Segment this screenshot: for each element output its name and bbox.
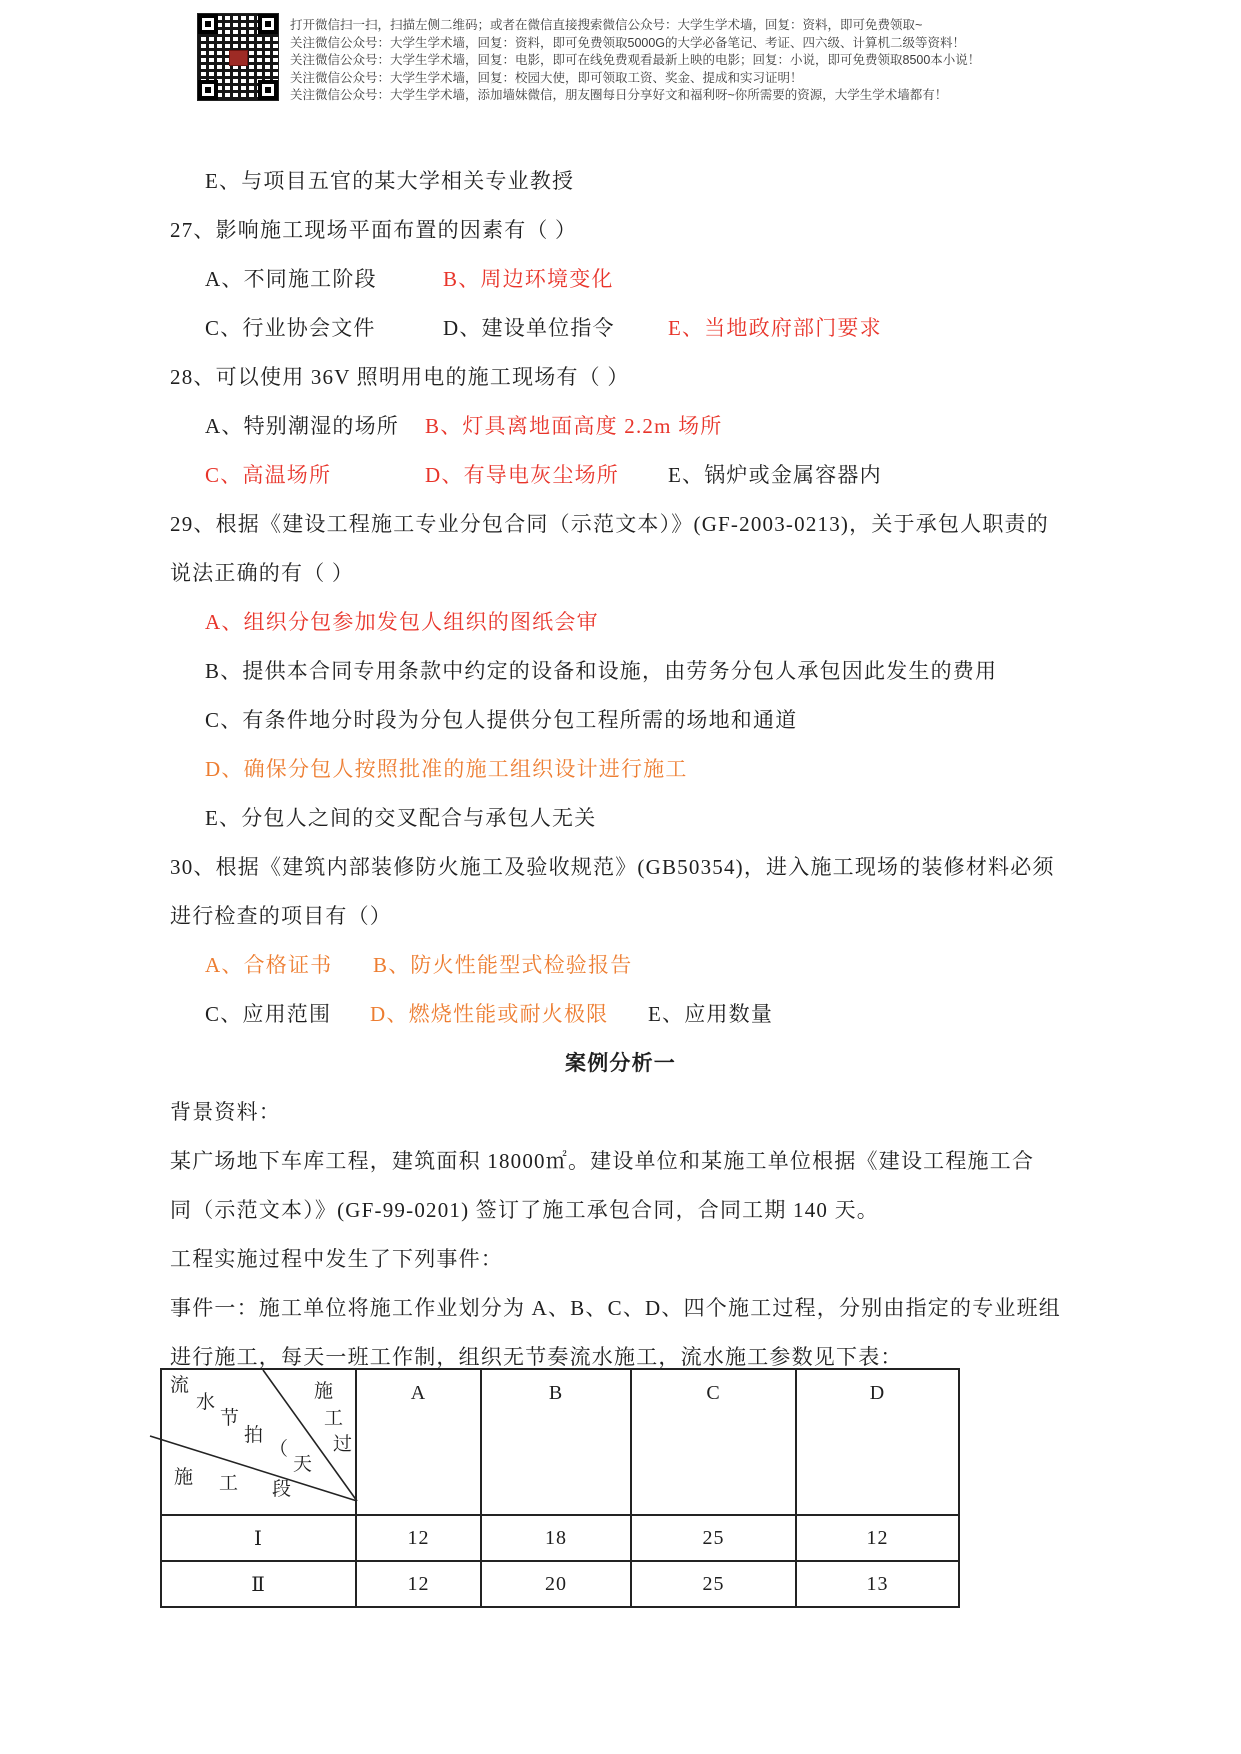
table-cell: 25 bbox=[631, 1515, 796, 1561]
option-text: D、建设单位指令 bbox=[443, 316, 615, 340]
text-line bbox=[0, 552, 1241, 601]
text-line bbox=[0, 503, 1241, 552]
promo-line: 关注微信公众号：大学生学术墙，回复：电影，即可在线免费观看最新上映的电影；回复：小说，即可免费领取8500本小说！ bbox=[290, 53, 981, 67]
table-row bbox=[161, 1561, 959, 1607]
paragraph-text: 同（示范文本）》(GF-99-0201) 签订了施工承包合同，合同工期 140 天。 bbox=[170, 1198, 879, 1222]
column-header: A bbox=[356, 1369, 481, 1515]
paragraph-text: 事件一：施工单位将施工作业划分为 A、B、C、D、四个施工过程，分别由指定的专业班组 bbox=[170, 1296, 1061, 1320]
table-cell: 12 bbox=[796, 1515, 959, 1561]
paragraph-text: 工程实施过程中发生了下列事件： bbox=[170, 1247, 503, 1271]
text-line bbox=[0, 454, 1241, 503]
table-header-row bbox=[161, 1369, 959, 1515]
text-line bbox=[0, 699, 1241, 748]
qr-finder-icon bbox=[258, 80, 278, 100]
table-cell: 12 bbox=[356, 1561, 481, 1607]
row-label: Ⅰ bbox=[161, 1515, 356, 1561]
question-text: 28、可以使用 36V 照明用电的施工现场有（ ） bbox=[170, 365, 630, 389]
question-text: 进行检查的项目有（） bbox=[170, 904, 392, 928]
option-text-answer: D、确保分包人按照批准的施工组织设计进行施工 bbox=[205, 757, 688, 781]
option-text-answer: E、当地政府部门要求 bbox=[668, 316, 882, 340]
text-line bbox=[0, 160, 1241, 209]
option-text: C、应用范围 bbox=[205, 1002, 332, 1026]
text-line bbox=[0, 1140, 1241, 1189]
corner-label-char: 拍 bbox=[244, 1425, 264, 1446]
corner-label-char: 天 bbox=[293, 1454, 313, 1475]
text-line bbox=[0, 748, 1241, 797]
table-cell: 18 bbox=[481, 1515, 631, 1561]
table-cell: 13 bbox=[796, 1561, 959, 1607]
qr-center-logo-icon bbox=[229, 50, 248, 66]
corner-label-char: 水 bbox=[196, 1392, 216, 1413]
promo-line: 打开微信扫一扫，扫描左侧二维码；或者在微信直接搜索微信公众号：大学生学术墙，回复：资料，即可免费领取~ bbox=[290, 18, 923, 32]
paragraph-text: 某广场地下车库工程，建筑面积 18000㎡。建设单位和某施工单位根据《建设工程施工合 bbox=[170, 1149, 1035, 1173]
text-line bbox=[0, 258, 1241, 307]
column-header: D bbox=[796, 1369, 959, 1515]
option-text: C、有条件地分时段为分包人提供分包工程所需的场地和通道 bbox=[205, 708, 798, 732]
option-text: E、分包人之间的交叉配合与承包人无关 bbox=[205, 806, 597, 830]
corner-label-char: 工 bbox=[324, 1408, 344, 1429]
text-line bbox=[0, 601, 1241, 650]
section-title: 案例分析一 bbox=[565, 1051, 676, 1075]
diagonal-header-cell bbox=[161, 1369, 356, 1515]
promo-line: 关注微信公众号：大学生学术墙，回复：校园大使，即可领取工资、奖金、提成和实习证明！ bbox=[290, 70, 803, 85]
option-text-answer: A、组织分包参加发包人组织的图纸会审 bbox=[205, 610, 599, 634]
column-header: C bbox=[631, 1369, 796, 1515]
column-header: B bbox=[481, 1369, 631, 1515]
corner-label-char: 段 bbox=[272, 1479, 292, 1500]
option-text-answer: B、防火性能型式检验报告 bbox=[373, 953, 633, 977]
corner-label-char: 过 bbox=[333, 1434, 353, 1455]
option-text-answer: C、高温场所 bbox=[205, 463, 332, 487]
question-text: 27、影响施工现场平面布置的因素有（ ） bbox=[170, 218, 578, 242]
wechat-qr-code-icon bbox=[198, 14, 278, 100]
promo-line: 关注微信公众号：大学生学术墙，添加墙妹微信，朋友圈每日分享好文和福利呀~你所需要的资源，大学生学术墙都有！ bbox=[290, 88, 948, 102]
text-line bbox=[0, 797, 1241, 846]
corner-label-char: 施 bbox=[174, 1467, 194, 1488]
option-text-answer: B、灯具离地面高度 2.2m 场所 bbox=[425, 414, 723, 438]
qr-finder-icon bbox=[198, 80, 218, 100]
question-text: 29、根据《建设工程施工专业分包合同（示范文本）》(GF-2003-0213)，关于承包人职责的 bbox=[170, 512, 1049, 536]
promo-line: 关注微信公众号：大学生学术墙，回复：资料，即可免费领取5000G的大学必备笔记、考证、四六级、计算机二级等资料！ bbox=[290, 35, 966, 50]
text-line bbox=[0, 209, 1241, 258]
qr-finder-icon bbox=[258, 14, 278, 34]
table-cell: 25 bbox=[631, 1561, 796, 1607]
option-text: E、应用数量 bbox=[648, 1002, 774, 1026]
text-line bbox=[0, 944, 1241, 993]
corner-label-char: （ bbox=[269, 1439, 289, 1460]
option-text: E、与项目五官的某大学相关专业教授 bbox=[205, 169, 575, 193]
paragraph-text: 背景资料： bbox=[170, 1100, 281, 1124]
option-text-answer: D、燃烧性能或耐火极限 bbox=[370, 1002, 609, 1026]
promo-text-block bbox=[290, 14, 980, 105]
table-cell: 20 bbox=[481, 1561, 631, 1607]
option-text: A、不同施工阶段 bbox=[205, 267, 377, 291]
question-text: 说法正确的有（ ） bbox=[170, 561, 355, 585]
text-line bbox=[0, 1042, 1241, 1091]
text-line bbox=[0, 846, 1241, 895]
table-cell: 12 bbox=[356, 1515, 481, 1561]
flow-parameters-table bbox=[160, 1368, 960, 1608]
option-text: B、提供本合同专用条款中约定的设备和设施，由劳务分包人承包因此发生的费用 bbox=[205, 659, 998, 683]
question-text: 30、根据《建筑内部装修防火施工及验收规范》(GB50354)，进入施工现场的装修材料必须 bbox=[170, 855, 1055, 879]
qr-finder-icon bbox=[198, 14, 218, 34]
table-row bbox=[161, 1515, 959, 1561]
option-text-answer: A、合格证书 bbox=[205, 953, 333, 977]
text-line bbox=[0, 1287, 1241, 1336]
text-line bbox=[0, 1091, 1241, 1140]
text-line bbox=[0, 356, 1241, 405]
corner-label-char: 施 bbox=[314, 1381, 334, 1402]
option-text-answer: D、有导电灰尘场所 bbox=[425, 463, 619, 487]
text-line bbox=[0, 993, 1241, 1042]
text-line bbox=[0, 307, 1241, 356]
corner-label-char: 节 bbox=[220, 1408, 240, 1429]
option-text: E、锅炉或金属容器内 bbox=[668, 463, 882, 487]
text-line bbox=[0, 1189, 1241, 1238]
text-line bbox=[0, 895, 1241, 944]
text-line bbox=[0, 650, 1241, 699]
paragraph-text: 进行施工，每天一班工作制，组织无节奏流水施工，流水施工参数见下表： bbox=[170, 1345, 903, 1369]
promo-header bbox=[198, 14, 980, 105]
text-line bbox=[0, 1238, 1241, 1287]
corner-label-char: 工 bbox=[219, 1473, 239, 1494]
row-label: Ⅱ bbox=[161, 1561, 356, 1607]
option-text: C、行业协会文件 bbox=[205, 316, 376, 340]
text-line bbox=[0, 405, 1241, 454]
corner-label-char: 流 bbox=[170, 1375, 190, 1396]
option-text: A、特别潮湿的场所 bbox=[205, 414, 399, 438]
option-text-answer: B、周边环境变化 bbox=[443, 267, 614, 291]
